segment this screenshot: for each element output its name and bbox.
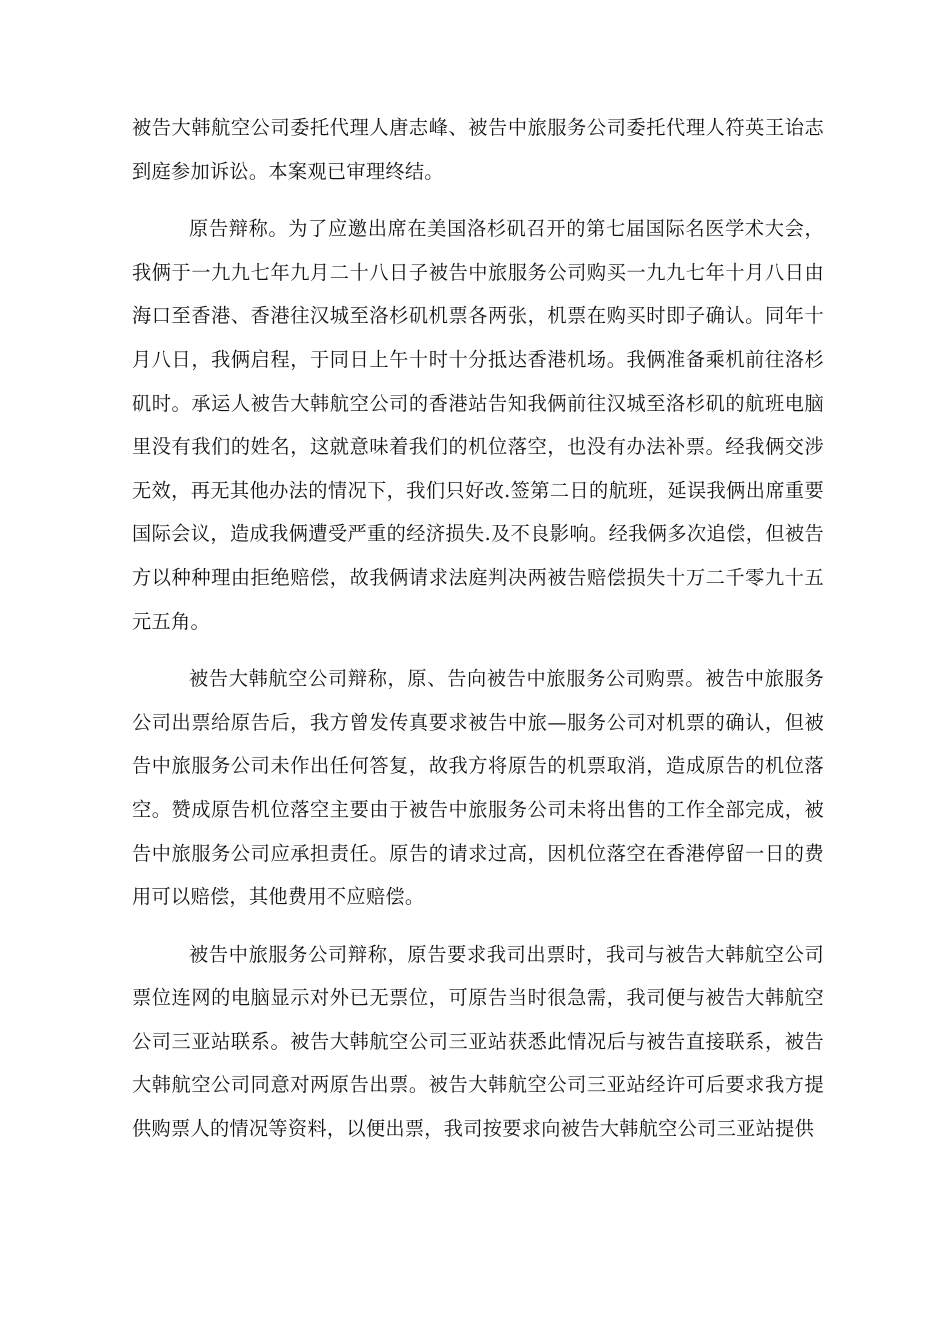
- paragraph-travel-service-defense: 被告中旅服务公司辩称，原告要求我司出票时，我司与被告大韩航空公司票位连网的电脑显示对外已无票位，可原告当时很急需，我司便与被告大韩航空公司三亚站联系。被告大韩航空公司三亚站获悉此情况后与被告直接联系，被告大韩航空公司同意对两原告出票。被告大韩航空公司三亚站经许可后要求我方提供购票人的情况等资料，以便出票，我司按要求向被告大韩航空公司三亚站提供: [132, 942, 824, 1141]
- paragraph-korean-air-defense: 被告大韩航空公司辩称，原、告向被告中旅服务公司购票。被告中旅服务公司出票给原告后，我方曾发传真要求被告中旅—服务公司对机票的确认，但被告中旅服务公司未作出任何答复，故我方将原告的机票取消，造成原告的机位落空。赞成原告机位落空主要由于被告中旅服务公司未将出售的工作全部完成，被告中旅服务公司应承担责任。原告的请求过高，因机位落空在香港停留一日的费用可以赔偿，其他费用不应赔偿。: [132, 667, 824, 909]
- paragraph-appearance: 被告大韩航空公司委托代理人唐志峰、被告中旅服务公司委托代理人符英王诒志到庭参加诉讼。本案观已审理终结。: [132, 116, 824, 183]
- paragraph-plaintiff-statement: 原告辩称。为了应邀出席在美国洛杉矶召开的第七届国际名医学术大会，我俩于一九九七年九月二十八日子被告中旅服务公司购买一九九七年十月八日由海口至香港、香港往汉城至洛杉矶机票各两张，机票在购买时即子确认。同年十月八日，我俩启程，于同日上午十时十分抵达香港机场。我俩准备乘机前往洛杉矶时。承运人被告大韩航空公司的香港站告知我俩前往汉城至洛杉矶的航班电脑里没有我们的姓名，这就意味着我们的机位落空，也没有办法补票。经我俩交涉无效，再无其他办法的情况下，我们只好改.签第二日的航班，延误我俩出席重要国际会议，造成我俩遭受严重的经济损失.及不良影响。经我俩多次追偿，但被告方以种种理由拒绝赔偿，故我俩请求法庭判决两被告赔偿损失十万二千零九十五元五角。: [132, 217, 824, 633]
- document-body: [132, 106, 824, 1165]
